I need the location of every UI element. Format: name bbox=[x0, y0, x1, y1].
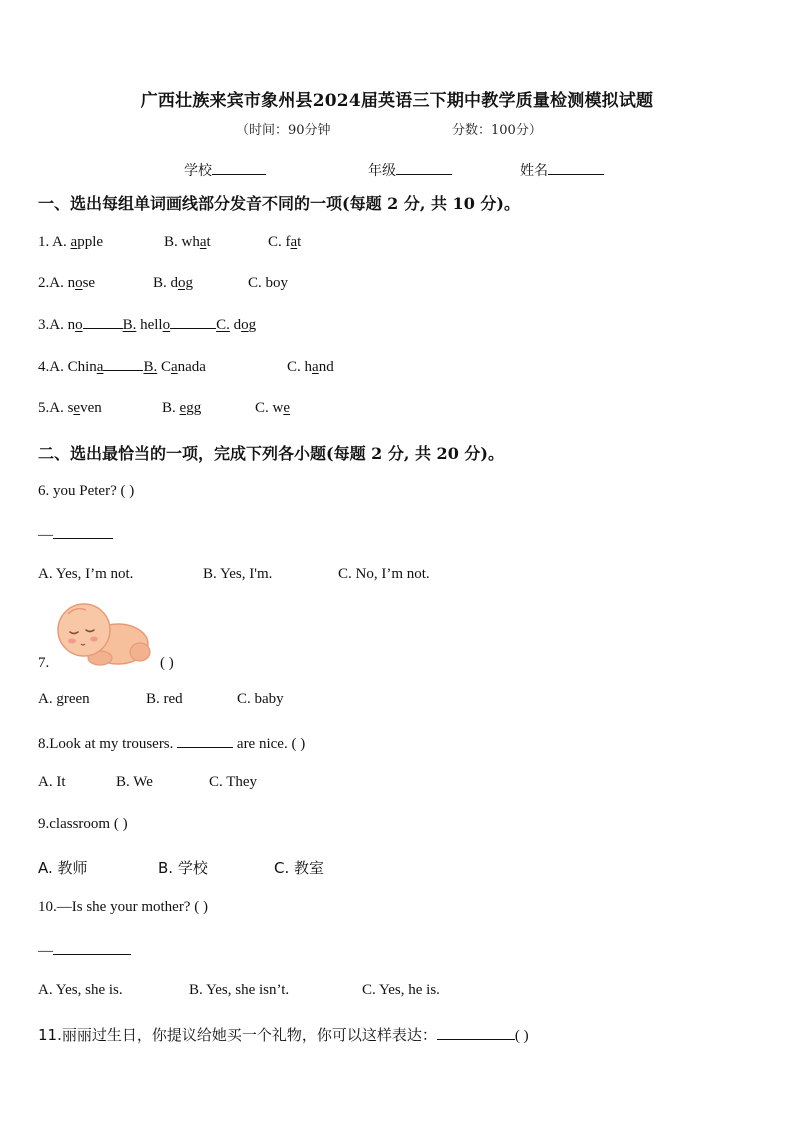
q10-option-b[interactable]: B. Yes, she isn’t. bbox=[189, 982, 290, 998]
question-2: 2.A. nose B. dog C. boy bbox=[38, 275, 289, 291]
question-10: 10.—Is she your mother? ( ) bbox=[38, 899, 208, 915]
question-6-answer-line: — bbox=[38, 524, 113, 544]
exam-time: （时间：90分钟 bbox=[236, 123, 331, 138]
q7-option-b[interactable]: B. red bbox=[146, 691, 183, 707]
page-title: 广西壮族来宾市象州县2024届英语三下期中教学质量检测模拟试题 bbox=[140, 91, 654, 111]
grade-field bbox=[368, 160, 452, 180]
sleeping-baby-image bbox=[50, 600, 155, 670]
q10-option-a[interactable]: A. Yes, she is. bbox=[38, 982, 123, 998]
q9-option-a[interactable]: A. 教师 bbox=[38, 859, 88, 877]
name-blank[interactable] bbox=[548, 160, 604, 175]
q8-option-c[interactable]: C. They bbox=[209, 774, 258, 790]
exam-score: 分数：100分） bbox=[452, 123, 542, 138]
q7-paren: ( ) bbox=[160, 655, 174, 671]
q7-option-c[interactable]: C. baby bbox=[237, 691, 284, 707]
school-blank[interactable] bbox=[212, 160, 266, 175]
q8-blank[interactable] bbox=[177, 733, 233, 748]
school-field bbox=[184, 160, 266, 180]
grade-blank[interactable] bbox=[396, 160, 452, 175]
question-6-options bbox=[38, 566, 430, 583]
q6-option-b[interactable]: B. Yes, I'm. bbox=[203, 566, 273, 582]
section1-heading: 一、选出每组单词画线部分发音不同的一项(每题 2 分, 共 10 分)。 bbox=[38, 194, 520, 213]
q10-blank[interactable] bbox=[53, 940, 131, 955]
question-10-answer-line: — bbox=[38, 940, 131, 960]
question-7: 7. ( ) bbox=[38, 655, 174, 671]
school-label: 学校 bbox=[184, 163, 212, 179]
question-6: 6. you Peter? ( ) bbox=[38, 483, 135, 499]
q6-blank[interactable] bbox=[53, 524, 113, 539]
q6-option-c[interactable]: C. No, I’m not. bbox=[338, 566, 430, 582]
section2-heading: 二、选出最恰当的一项，完成下列各小题(每题 2 分, 共 20 分)。 bbox=[38, 444, 504, 463]
name-field bbox=[520, 160, 604, 180]
q6-option-a[interactable]: A. Yes, I’m not. bbox=[38, 566, 134, 582]
q10-option-c[interactable]: C. Yes, he is. bbox=[362, 982, 440, 998]
question-3: 3.A. no B. hello C. dog bbox=[38, 317, 257, 333]
name-label: 姓名 bbox=[520, 163, 548, 179]
q9-option-c[interactable]: C. 教室 bbox=[274, 859, 325, 877]
q7-option-a[interactable]: A. green bbox=[38, 691, 90, 707]
question-4: 4.A. China B. Canada C. hand bbox=[38, 359, 334, 375]
question-11: 11.丽丽过生日，你提议给她买一个礼物，你可以这样表达： ( ) bbox=[38, 1026, 529, 1044]
question-10-options bbox=[38, 982, 440, 999]
question-7-options bbox=[38, 691, 284, 708]
q9-option-b[interactable]: B. 学校 bbox=[158, 859, 208, 877]
q8-option-a[interactable]: A. It bbox=[38, 774, 66, 790]
question-9: 9.classroom ( ) bbox=[38, 816, 128, 832]
q11-blank[interactable] bbox=[437, 1025, 515, 1040]
question-5: 5.A. seven B. egg C. we bbox=[38, 400, 291, 416]
question-8: 8.Look at my trousers. are nice. ( ) bbox=[38, 733, 305, 753]
question-8-options bbox=[38, 774, 258, 791]
question-9-options bbox=[38, 857, 325, 878]
question-1: 1. A. apple B. what C. fat bbox=[38, 234, 302, 250]
q8-option-b[interactable]: B. We bbox=[116, 774, 153, 790]
grade-label: 年级 bbox=[368, 163, 396, 179]
